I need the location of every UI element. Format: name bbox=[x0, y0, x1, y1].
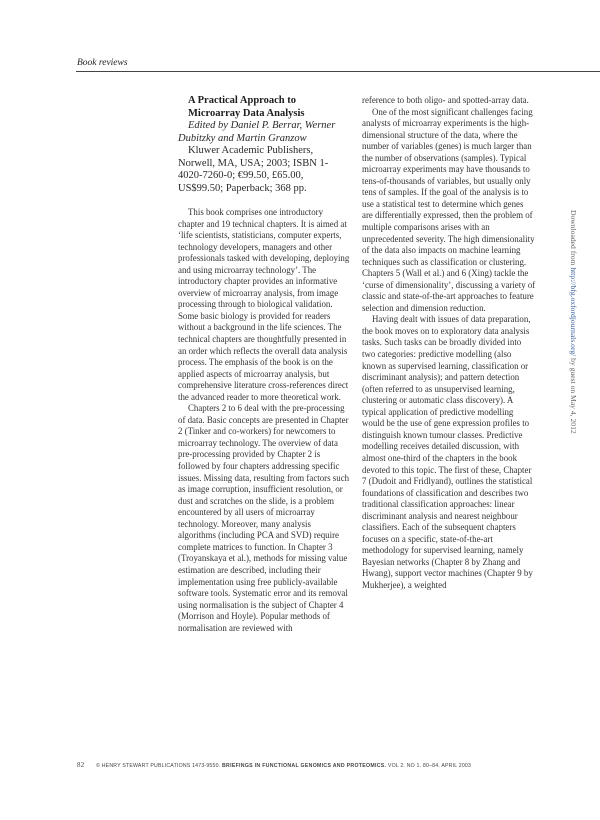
book-publisher-info: Kluwer Academic Publishers, Norwell, MA, USA; 2003; ISBN 1-4020-7260-0; €99.50, £65.00, US$99.50; Paperback; 368 pp. bbox=[178, 145, 329, 194]
download-link[interactable]: http://bfg.oxfordjournals.org/ bbox=[569, 267, 578, 357]
download-notice-suffix: by guest on May 4, 2012 bbox=[569, 356, 578, 434]
book-title-line-1: A Practical Approach to bbox=[188, 95, 297, 106]
footer-publisher: © HENRY STEWART PUBLICATIONS 1473-9550. bbox=[96, 763, 221, 769]
left-paragraph-1: This book comprises one introductory chapter and 19 technical chapters. It is aimed at ‘life scientists, statisticians, computer experts, technology developers, managers and other professionals tasked with developing, deploying and using microarray technology’. The introductory chapter provides an informative overview of microarray analysis, from image processing through to biological validation. Some basic biology is provided for readers without a background in the life sciences. The technical chapters are thoughtfully presented in an order which reflects the overall data analysis process. The emphasis of the book is on the applied aspects of microarray analysis, but comprehensive literature cross-references direct the advanced reader to more theoretical work. bbox=[178, 207, 350, 402]
right-paragraph-3: Having dealt with issues of data preparation, the book moves on to exploratory data analysis tasks. Such tasks can be broadly divided into two categories: predictive modelling (also known as supervised learning, classification or discriminant analysis); and pattern detection (often referred to as unsupervised learning, clustering or automatic class discovery). A typical application of predictive modelling would be the use of gene expression profiles to distinguish known tumour classes. Predictive modelling receives detailed discussion, with almost one-third of the chapters in the book devoted to this topic. The first of these, Chapter 7 (Dudoit and Fridlyand), outlines the statistical foundations of classification and describes two traditional classification approaches: linear discriminant analysis and nearest neighbour classifiers. Each of the subsequent chapters focuses on a specific, state-of-the-art methodology for supervised learning, namely Bayesian networks (Chapter 8 by Zhang and Hwang), support vector machines (Chapter 9 by Mukherjee), a weighted bbox=[362, 314, 533, 590]
footer-issue: VOL 2. NO 1. 80–84. APRIL 2003 bbox=[387, 763, 472, 769]
right-paragraph-1: reference to both oligo- and spotted-array data. bbox=[362, 95, 529, 105]
left-paragraph-2: Chapters 2 to 6 deal with the pre-processing of data. Basic concepts are presented in Chapter 2 (Tinker and co-workers) for newcomers to microarray technology. The overview of data pre-processing provided by Chapter 2 is followed by four chapters addressing specific issues. Missing data, resulting from factors such as image corruption, insufficient resolution, or dust and scratches on the slide, is a problem encountered by all users of microarray technology. Moreover, many analysis algorithms (including PCA and SVD) require complete matrices to function. In Chapter 3 (Troyanskaya et al.), methods for missing value estimation are described, including their implementation using free publicly-available software tools. Systematic error and its removal using normalisation is the subject of Chapter 4 (Morrison and Hoyle). Popular methods of normalisation are reviewed with bbox=[178, 403, 350, 633]
download-notice-prefix: Downloaded from bbox=[569, 210, 578, 268]
book-editors: Edited by Daniel P. Berrar, Werner Dubitzky and Martin Granzow bbox=[178, 120, 336, 144]
right-paragraph-2: One of the most significant challenges facing analysts of microarray experiments is the high-dimensional structure of the data, where the number of variables (genes) is much larger than the number of observations (samples). Typical microarray experiments may have thousands to tens-of-thousands of variables, but usually only tens of samples. If the goal of the analysis is to use a statistical test to determine which genes are differentially expressed, then the problem of multiple comparisons arises with an unprecedented severity. The high dimensionality of the data also impacts on machine learning techniques such as classification or clustering. Chapters 5 (Wall et al.) and 6 (Xing) tackle the ‘curse of dimensionality’, discussing a variety of classic and state-of-the-art approaches to feature selection and dimension reduction. bbox=[362, 106, 536, 313]
page-number: 82 bbox=[77, 761, 85, 769]
download-notice bbox=[569, 210, 578, 610]
page-footer bbox=[77, 761, 471, 769]
header-rule bbox=[76, 71, 600, 72]
left-column bbox=[178, 95, 350, 634]
book-title-line-2: Microarray Data Analysis bbox=[188, 107, 305, 119]
review-heading bbox=[178, 95, 350, 195]
running-head: Book reviews bbox=[77, 58, 128, 68]
footer-journal: BRIEFINGS IN FUNCTIONAL GENOMICS AND PROTEOMICS. bbox=[221, 763, 387, 769]
right-column bbox=[362, 95, 536, 592]
